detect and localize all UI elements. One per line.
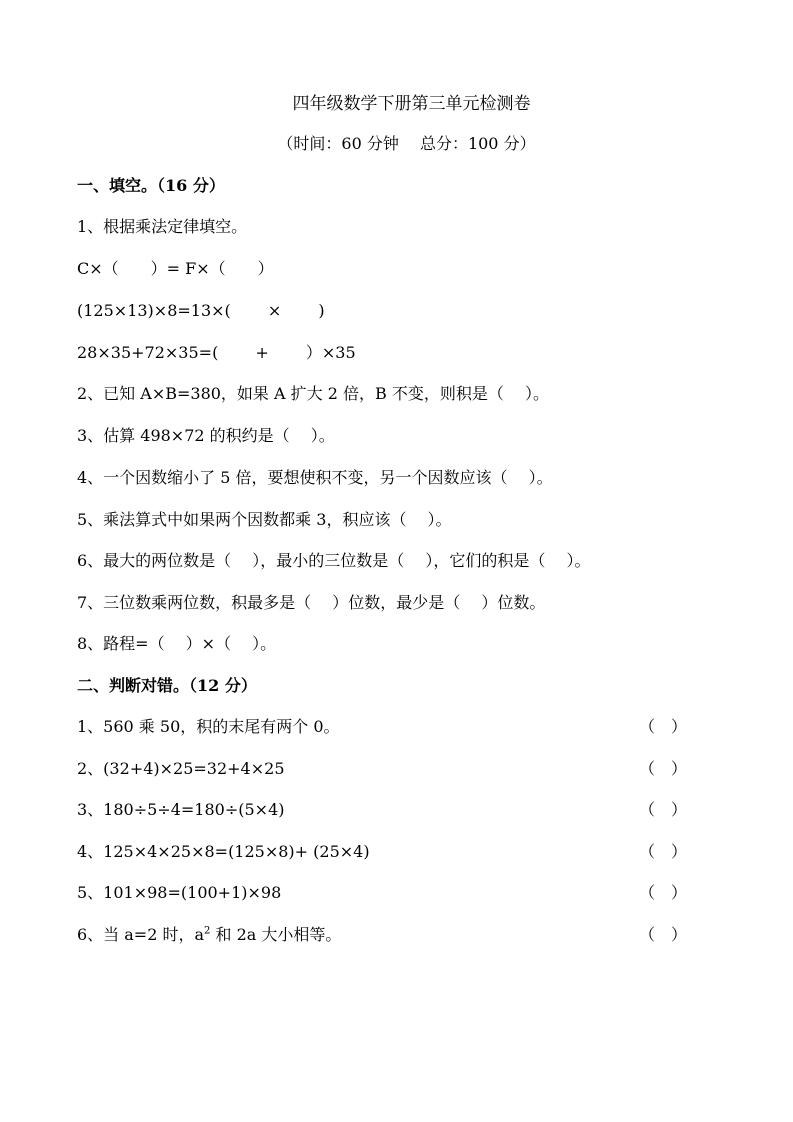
answer-parentheses: （ ）: [638, 717, 687, 736]
page-title: 四年级数学下册第三单元检测卷: [292, 94, 531, 114]
question-1-line-b: (125×13)×8=13×( × ): [77, 301, 325, 320]
question-1-instruction: 1、根据乘法定律填空。: [77, 217, 248, 236]
question-4: 4、一个因数缩小了 5 倍，要想使积不变，另一个因数应该（ ）。: [77, 468, 553, 487]
true-false-statement: 3、180÷5÷4=180÷(5×4): [77, 800, 285, 819]
true-false-statement: 2、(32+4)×25=32+4×25: [77, 759, 285, 778]
exponent: 2: [204, 925, 211, 937]
question-1-line-c: 28×35+72×35=( + ）×35: [77, 343, 356, 362]
answer-parentheses: （ ）: [638, 759, 687, 778]
true-false-statement: [77, 922, 341, 945]
question-8: 8、路程=（ ）×（ ）。: [77, 634, 277, 653]
question-1-line-a: C×（ ）= F×（ ）: [77, 259, 274, 278]
true-false-statement: 1、560 乘 50，积的末尾有两个 0。: [77, 717, 340, 736]
answer-parentheses: （ ）: [638, 883, 687, 902]
answer-parentheses: （ ）: [638, 800, 687, 819]
question-2: 2、已知 A×B=380，如果 A 扩大 2 倍，B 不变，则积是（ ）。: [77, 384, 549, 403]
section-heading-fill-blank: 一、填空。（16 分）: [77, 176, 225, 195]
exam-time-and-score: （时间：60 分钟 总分：100 分）: [277, 134, 536, 153]
true-false-item: [77, 922, 687, 998]
true-false-statement: 4、125×4×25×8=(125×8)+ (25×4): [77, 842, 370, 861]
question-6: 6、最大的两位数是（ ），最小的三位数是（ ），它们的积是（ ）。: [77, 551, 591, 570]
question-5: 5、乘法算式中如果两个因数都乘 3，积应该（ ）。: [77, 510, 452, 529]
true-false-statement: 5、101×98=(100+1)×98: [77, 883, 282, 902]
answer-parentheses: （ ）: [638, 925, 687, 944]
answer-parentheses: （ ）: [638, 842, 687, 861]
statement-text-after: 和 2a 大小相等。: [210, 925, 342, 944]
question-3: 3、估算 498×72 的积约是（ ）。: [77, 426, 335, 445]
section-heading-true-false: 二、判断对错。（12 分）: [77, 676, 257, 695]
question-7: 7、三位数乘两位数，积最多是（ ）位数，最少是（ ）位数。: [77, 593, 546, 612]
statement-text-before: 6、当 a=2 时，a: [77, 925, 205, 944]
